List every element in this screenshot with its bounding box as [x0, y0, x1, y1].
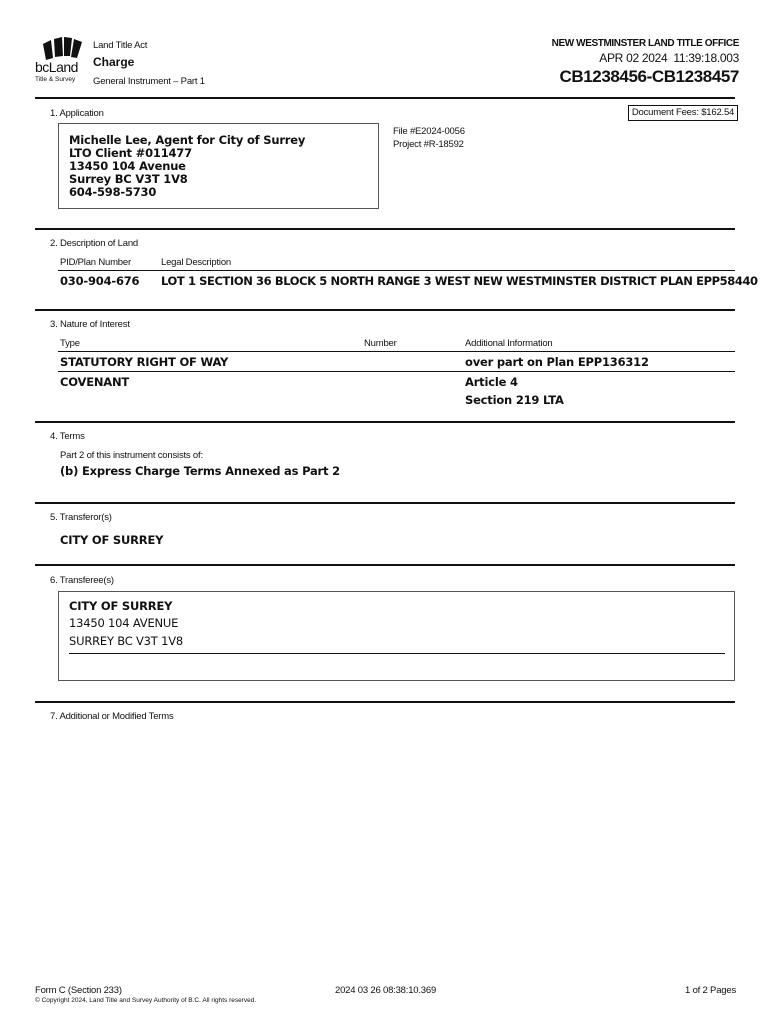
- applicant-box: [58, 123, 379, 209]
- land-title-office: NEW WESTMINSTER LAND TITLE OFFICE: [551, 38, 739, 49]
- page-count: 1 of 2 Pages: [685, 985, 736, 996]
- section-divider: [35, 228, 735, 230]
- project-number: Project #R-18592: [393, 139, 464, 150]
- interest-info: Section 219 LTA: [465, 393, 564, 407]
- section-divider: [35, 421, 735, 423]
- interest-info: over part on Plan EPP136312: [465, 355, 649, 369]
- generation-timestamp: 2024 03 26 08:38:10.369: [335, 985, 437, 996]
- terms-subheading: Part 2 of this instrument consists of:: [60, 450, 203, 461]
- column-header-pid: PID/Plan Number: [60, 257, 131, 268]
- document-fees: Document Fees: $162.54: [628, 105, 738, 121]
- pid-value: 030-904-676: [60, 274, 140, 288]
- registration-datetime: APR 02 2024 11:39:18.003: [599, 51, 739, 65]
- interest-type: STATUTORY RIGHT OF WAY: [60, 355, 229, 369]
- terms-value: (b) Express Charge Terms Annexed as Part 2: [60, 464, 340, 478]
- applicant-line: 13450 104 Avenue: [69, 159, 186, 173]
- transferee-address: SURREY BC V3T 1V8: [69, 634, 183, 648]
- bc-land-logo: [34, 36, 90, 86]
- legal-description: LOT 1 SECTION 36 BLOCK 5 NORTH RANGE 3 WEST NEW WESTMINSTER DISTRICT PLAN EPP58440: [161, 274, 758, 288]
- column-header-number: Number: [364, 338, 397, 349]
- section-heading: 5. Transferor(s): [50, 512, 112, 523]
- transferor-name: CITY OF SURREY: [60, 533, 164, 547]
- section-divider: [35, 97, 735, 99]
- form-label: Form C (Section 233): [35, 985, 122, 996]
- applicant-line: LTO Client #011477: [69, 146, 192, 160]
- logo-tagline: Title & Survey: [35, 76, 76, 83]
- table-header-rule: [58, 351, 735, 352]
- transferee-name: CITY OF SURREY: [69, 599, 173, 613]
- file-number: File #E2024-0056: [393, 126, 465, 137]
- section-heading: 6. Transferee(s): [50, 575, 114, 586]
- document-number: CB1238456-CB1238457: [559, 67, 739, 86]
- section-divider: [35, 502, 735, 504]
- section-heading: 3. Nature of Interest: [50, 319, 130, 330]
- column-header-legal: Legal Description: [161, 257, 232, 268]
- act-name: Land Title Act: [93, 40, 148, 51]
- address-rule: [69, 653, 725, 654]
- section-divider: [35, 564, 735, 566]
- document-type: Charge: [93, 55, 135, 69]
- transferee-address: 13450 104 AVENUE: [69, 616, 179, 630]
- applicant-details: [69, 134, 305, 199]
- section-heading: 4. Terms: [50, 431, 85, 442]
- section-heading: 7. Additional or Modified Terms: [50, 711, 174, 722]
- table-header-rule: [58, 270, 735, 271]
- interest-type: COVENANT: [60, 375, 130, 389]
- table-row-rule: [58, 371, 735, 372]
- column-header-info: Additional Information: [465, 338, 553, 349]
- instrument-part: General Instrument – Part 1: [93, 76, 205, 87]
- applicant-line: Michelle Lee, Agent for City of Surrey: [69, 133, 306, 147]
- transferee-box: [58, 591, 735, 681]
- copyright-notice: © Copyright 2024, Land Title and Survey Authority of B.C. All rights reserved.: [35, 997, 257, 1004]
- column-header-type: Type: [60, 338, 80, 349]
- applicant-line: Surrey BC V3T 1V8: [69, 172, 188, 186]
- section-heading: 2. Description of Land: [50, 238, 139, 249]
- applicant-line: 604-598-5730: [69, 185, 157, 199]
- interest-info: Article 4: [465, 375, 518, 389]
- section-divider: [35, 701, 735, 703]
- section-heading: 1. Application: [50, 108, 104, 119]
- section-divider: [35, 309, 735, 311]
- logo-brand: bcLand: [35, 59, 78, 75]
